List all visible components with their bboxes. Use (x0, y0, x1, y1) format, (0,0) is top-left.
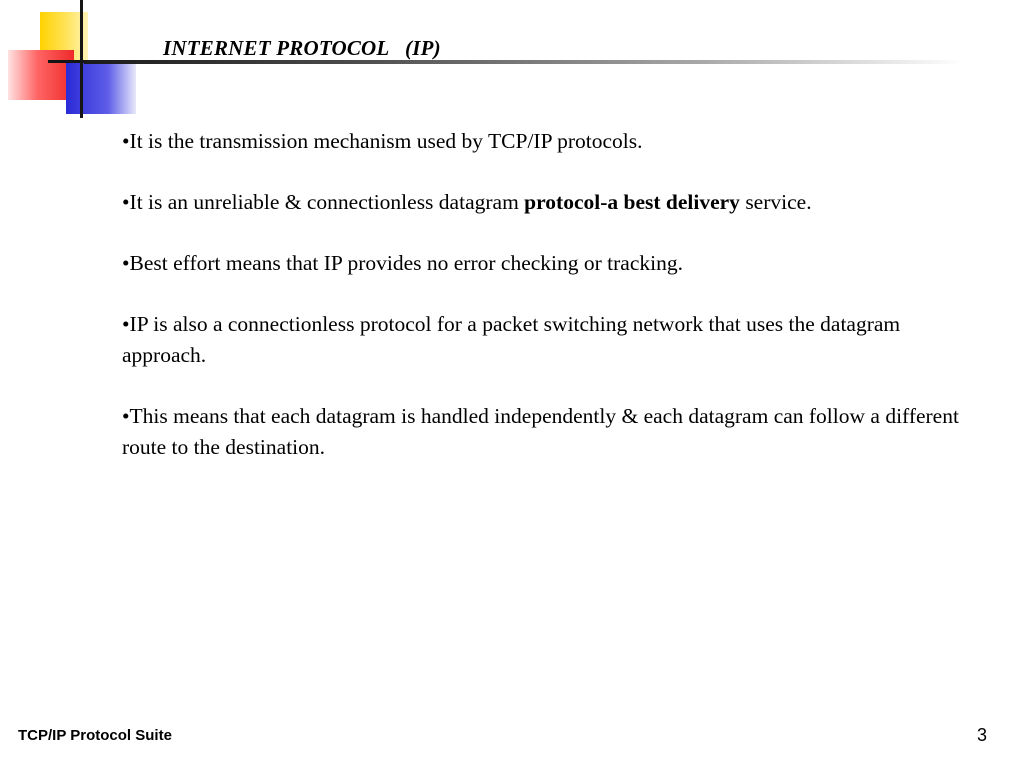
bullet-text: Best effort means that IP provides no error checking or tracking. (129, 251, 683, 275)
blue-square (66, 62, 136, 114)
bullet-bold-text: protocol-a best delivery (524, 190, 740, 214)
bullet-text: service. (739, 190, 812, 214)
bullet-text: It is the transmission mechanism used by TCP/IP protocols. (129, 129, 643, 153)
footer-label: TCP/IP Protocol Suite (18, 727, 172, 744)
logo-vertical-line (80, 0, 83, 118)
bullet-item (122, 401, 962, 463)
bullet-text: IP is also a connectionless protocol for a packet switching network that uses the datagram approach. (122, 312, 901, 367)
bullet-marker: • (122, 251, 130, 275)
bullet-marker: • (122, 312, 130, 336)
bullet-list (122, 126, 962, 493)
bullet-item (122, 187, 962, 218)
bullet-item (122, 309, 962, 371)
bullet-text: This means that each datagram is handled independently & each datagram can follow a different route to the destination. (122, 404, 959, 459)
bullet-marker: • (122, 404, 130, 428)
page-number: 3 (977, 725, 988, 745)
bullet-item (122, 126, 962, 157)
bullet-text: It is an unreliable & connectionless datagram (129, 190, 525, 214)
slide-title: INTERNET PROTOCOL (IP) (163, 36, 441, 60)
bullet-marker: • (122, 129, 130, 153)
red-square (8, 50, 74, 100)
logo-horizontal-line (48, 60, 84, 63)
bullet-item (122, 248, 962, 279)
bullet-marker: • (122, 190, 130, 214)
